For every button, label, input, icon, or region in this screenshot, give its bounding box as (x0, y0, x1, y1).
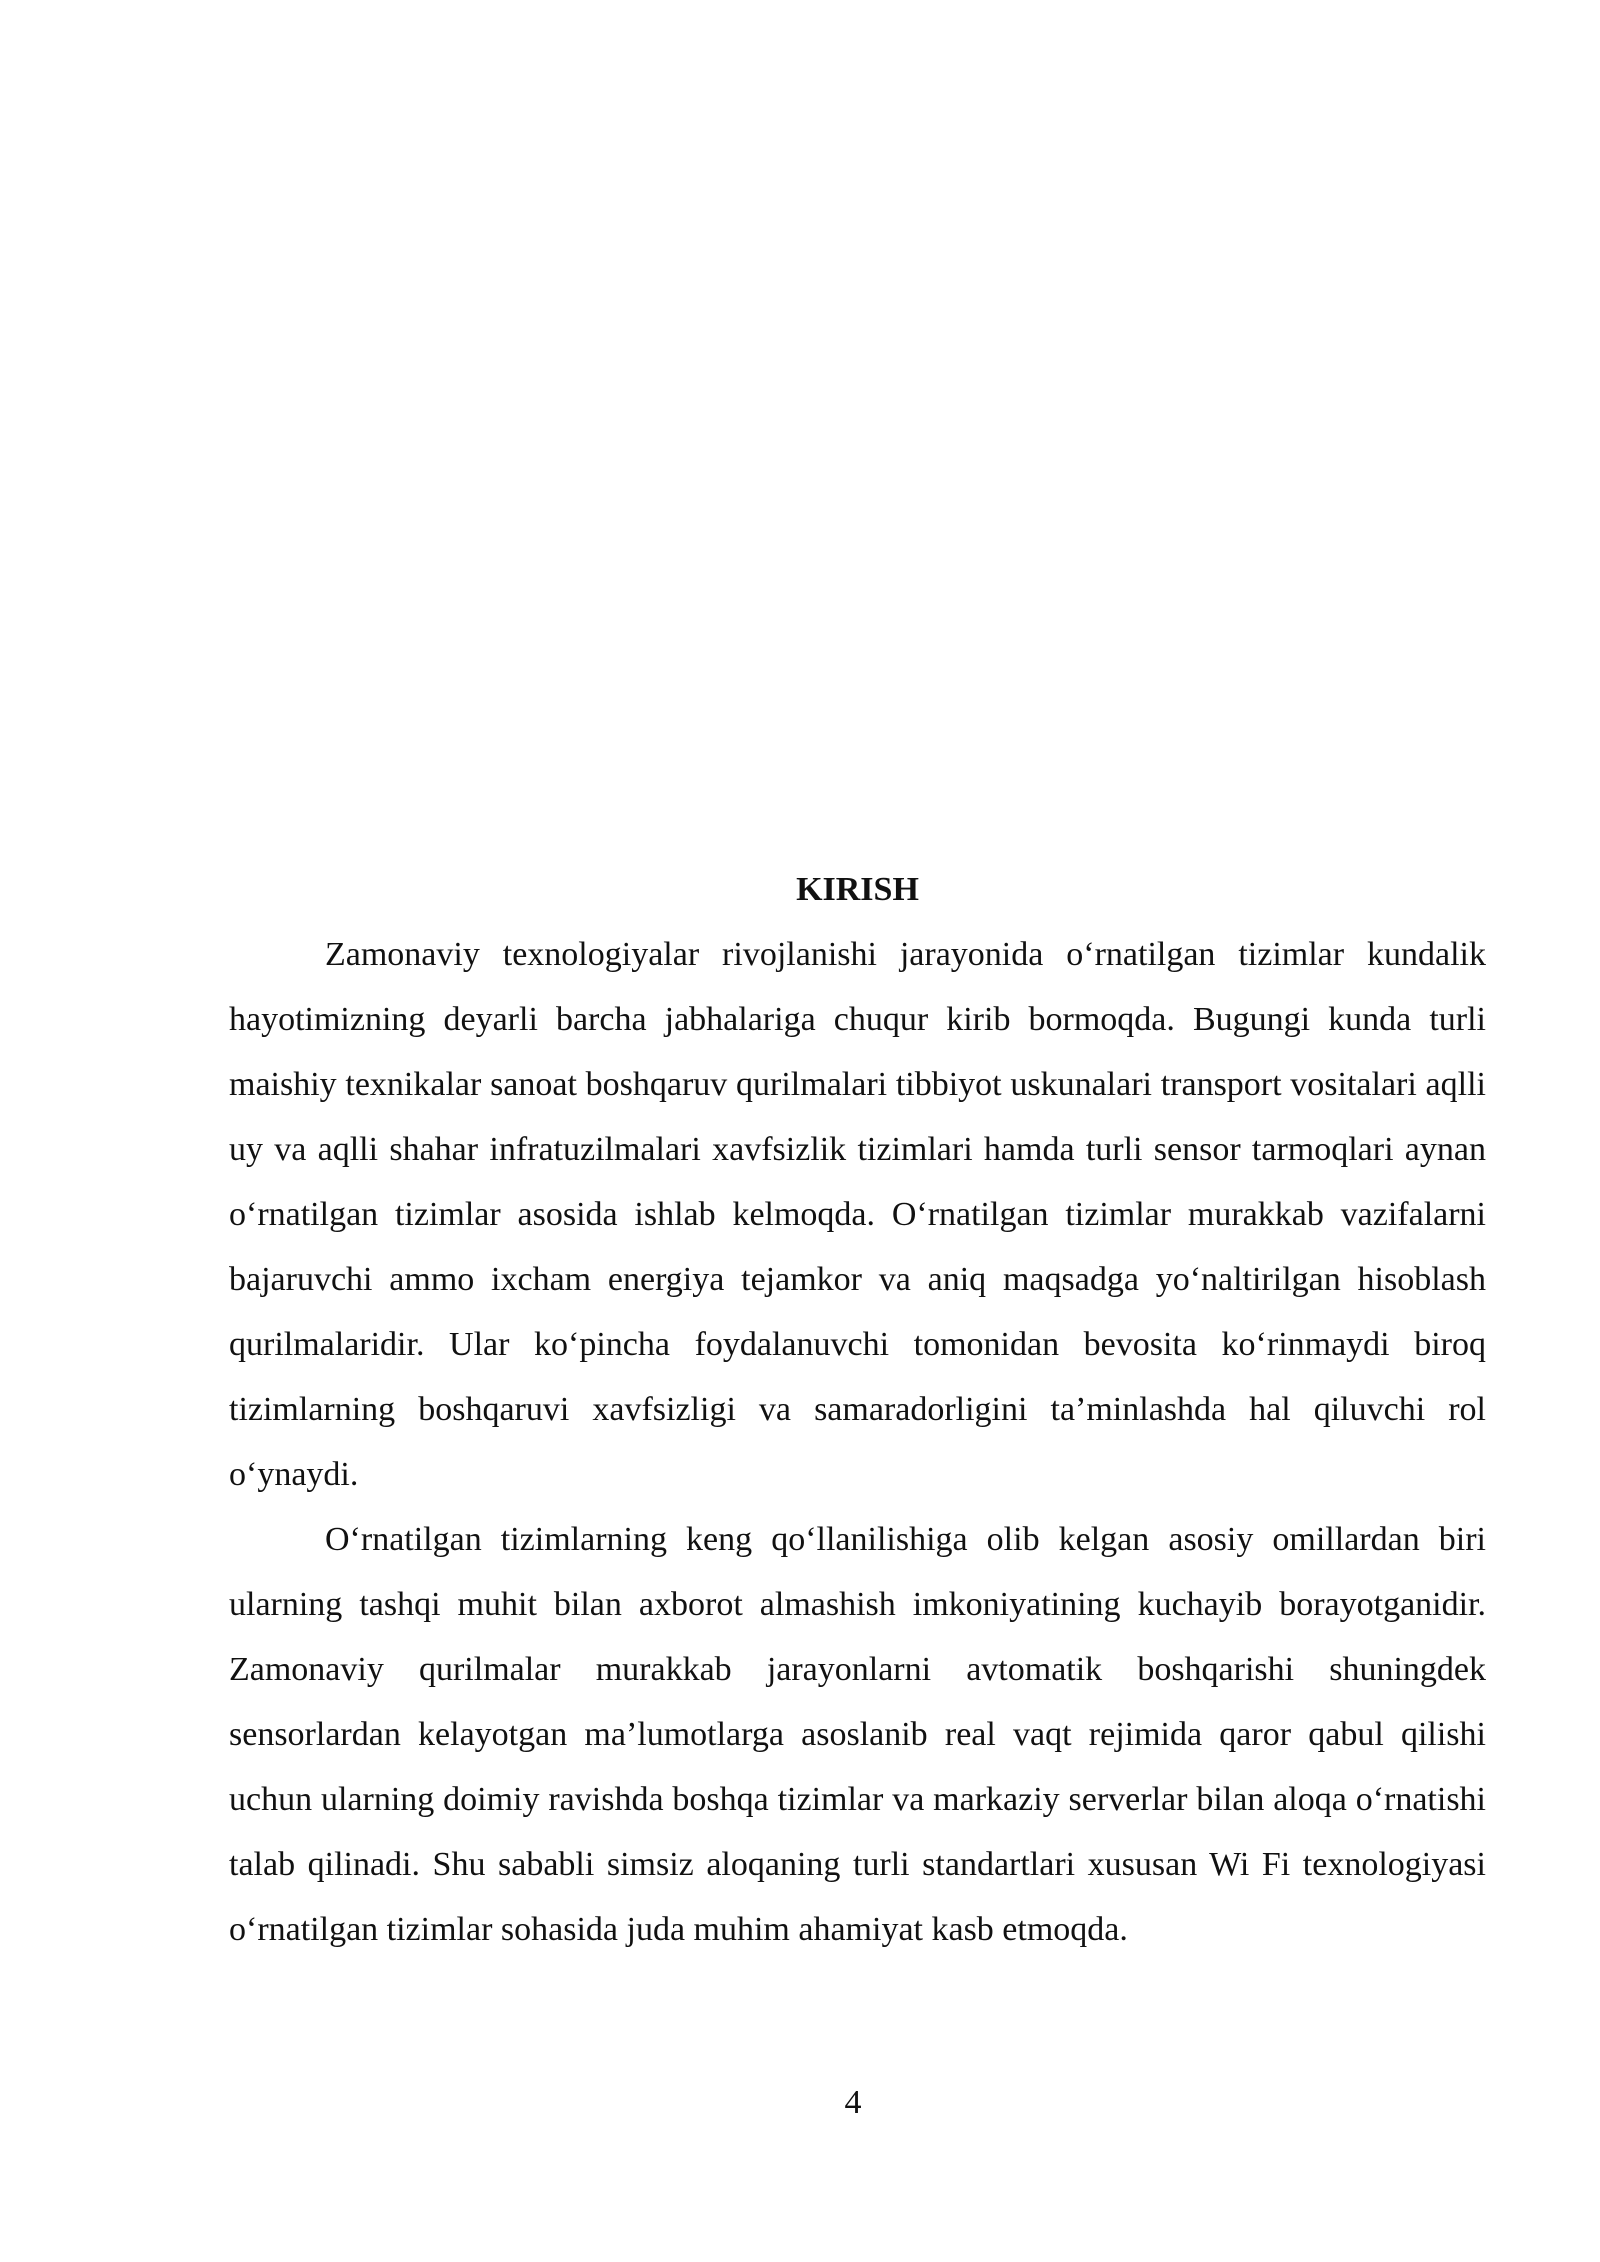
page-number: 4 (844, 2084, 862, 2121)
paragraph-1: Zamonaviy texnologiyalar rivojlanishi jarayonida o‘rnatilgan tizimlar kundalik hayotimizning deyarli barcha jabhalariga chuqur kirib bormoqda. Bugungi kunda turli maishiy texnikalar sanoat boshqaruv qurilmalari tibbiyot uskunalari transport vositalari aqlli uy va aqlli shahar infratuzilmalari xavfsizlik tizimlari hamda turli sensor tarmoqlari aynan o‘rnatilgan tizimlar asosida ishlab kelmoqda. O‘rnatilgan tizimlar murakkab vazifalarni bajaruvchi ammo ixcham energiya tejamkor va aniq maqsadga yo‘naltirilgan hisoblash qurilmalaridir. Ular ko‘pincha foydalanuvchi tomonidan bevosita ko‘rinmaydi biroq tizimlarning boshqaruvi xavfsizligi va samaradorligini ta’minlashda hal qiluvchi rol o‘ynaydi. (229, 936, 1486, 1493)
section-heading: KIRISH (796, 871, 919, 908)
paragraph-2: O‘rnatilgan tizimlarning keng qo‘llanilishiga olib kelgan asosiy omillardan biri ularning tashqi muhit bilan axborot almashish imkoniyatining kuchayib borayotganidir. Zamonaviy qurilmalar murakkab jarayonlarni avtomatik boshqarishi shuningdek sensorlardan kelayotgan ma’lumotlarga asoslanib real vaqt rejimida qaror qabul qilishi uchun ularning doimiy ravishda boshqa tizimlar va markaziy serverlar bilan aloqa o‘rnatishi talab qilinadi. Shu sababli simsiz aloqaning turli standartlari xususan Wi Fi texnologiyasi o‘rnatilgan tizimlar sohasida juda muhim ahamiyat kasb etmoqda. (229, 1521, 1486, 1948)
page-content (229, 857, 1486, 1962)
